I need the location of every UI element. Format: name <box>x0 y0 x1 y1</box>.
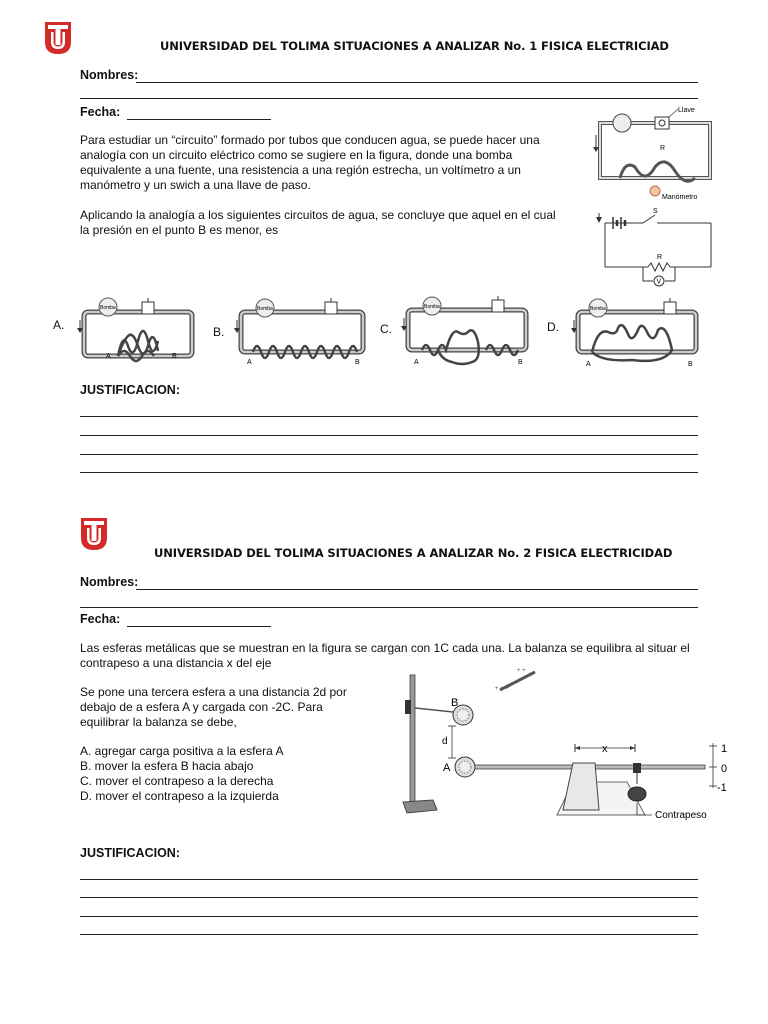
svg-text:+ + +: + + + <box>495 686 509 692</box>
nombres-line[interactable] <box>136 589 698 590</box>
svg-text:B: B <box>172 353 177 360</box>
justificacion-line[interactable] <box>80 879 698 880</box>
llave-label: Llave <box>678 107 695 114</box>
justificacion-label-2: JUSTIFICACION: <box>80 846 180 860</box>
sphere-b-label: B <box>451 697 459 709</box>
university-logo <box>45 22 71 54</box>
nombres-label: Nombres: <box>80 68 139 82</box>
justificacion-label-1: JUSTIFICACION: <box>80 383 180 397</box>
scale-zero: 0 <box>721 763 728 775</box>
section2-title: UNIVERSIDAD DEL TOLIMA SITUACIONES A ANALIZAR No. 2 FISICA ELECTRICIDAD <box>154 546 673 560</box>
v-label: V <box>656 278 662 286</box>
svg-text:Bomba: Bomba <box>424 304 440 310</box>
nombres-line-2[interactable] <box>80 98 698 99</box>
section1-paragraph1: Para estudiar un “circuito” formado por tubos que conducen agua, se puede hacer una analogía con un circuito eléctrico como se sugiere en la figura, donde una bomba equivalente a una fuente, una resistencia a una región estrecha, un voltímetro a un manómetro y un swich a una llave de paso. <box>80 133 540 192</box>
fecha-label-2: Fecha: <box>80 612 121 626</box>
justificacion-line[interactable] <box>80 472 698 473</box>
justificacion-line[interactable] <box>80 435 698 436</box>
fecha-line[interactable] <box>127 626 271 627</box>
svg-text:Bomba: Bomba <box>100 305 116 311</box>
fecha-line[interactable] <box>127 119 271 120</box>
option-c-circuit <box>402 294 532 374</box>
option-b-circuit <box>235 296 370 368</box>
answer-c: C. mover el contrapeso a la derecha <box>80 774 274 788</box>
manometro-label: Manómetro <box>662 194 698 201</box>
nombres-line-2[interactable] <box>80 607 698 608</box>
svg-text:Bomba: Bomba <box>590 306 606 312</box>
r-label: R <box>660 145 666 152</box>
svg-text:Bomba: Bomba <box>257 306 273 312</box>
svg-text:A: A <box>414 359 419 366</box>
answer-b: B. mover la esfera B hacia abajo <box>80 759 254 773</box>
option-d-circuit <box>572 296 702 376</box>
svg-text:+ +: + + <box>517 668 526 674</box>
section1-paragraph2: Aplicando la analogía a los siguientes circuitos de agua, se concluye que aquel en el cual la presión en el punto B es menor, es <box>80 208 556 237</box>
sphere-a-label: A <box>443 762 451 774</box>
section1-title: UNIVERSIDAD DEL TOLIMA SITUACIONES A ANALIZAR No. 1 FISICA ELECTRICIAD <box>160 39 669 53</box>
svg-text:B: B <box>688 361 693 368</box>
scale-minus-1: -1 <box>717 782 727 794</box>
distance-d-label: d <box>442 736 448 747</box>
option-a-circuit <box>78 296 198 368</box>
electric-circuit-figure <box>593 205 718 290</box>
fecha-label: Fecha: <box>80 105 121 119</box>
svg-text:B: B <box>518 359 523 366</box>
nombres-line[interactable] <box>136 82 698 83</box>
svg-text:B: B <box>355 359 360 366</box>
justificacion-line[interactable] <box>80 916 698 917</box>
university-logo-2 <box>81 518 107 550</box>
r2-label: R <box>657 254 663 261</box>
water-circuit-figure <box>590 105 720 200</box>
option-a-letter: A. <box>53 318 65 332</box>
option-d-letter: D. <box>547 320 559 334</box>
distance-x-label: x <box>602 743 608 755</box>
section2-paragraph1: Las esferas metálicas que se muestran en la figura se cargan con 1C cada una. La balanza se equilibra al situar el contrapeso a una distancia x del eje <box>80 641 690 670</box>
s-label: S <box>653 208 658 215</box>
section2-paragraph2: Se pone una tercera esfera a una distancia 2d por debajo de a esfera A y cargada con -2C. Para equilibrar la balanza se debe, <box>80 685 347 729</box>
justificacion-line[interactable] <box>80 416 698 417</box>
justificacion-line[interactable] <box>80 897 698 898</box>
svg-text:A: A <box>586 361 591 368</box>
option-b-letter: B. <box>213 325 225 339</box>
counterweight-label: Contrapeso <box>655 810 707 821</box>
justificacion-line[interactable] <box>80 934 698 935</box>
balance-figure <box>395 660 740 825</box>
answer-d: D. mover el contrapeso a la izquierda <box>80 789 279 803</box>
justificacion-line[interactable] <box>80 454 698 455</box>
option-c-letter: C. <box>380 322 392 336</box>
nombres-label-2: Nombres: <box>80 575 139 589</box>
answer-a: A. agregar carga positiva a la esfera A <box>80 744 284 758</box>
svg-text:A: A <box>247 359 252 366</box>
svg-text:A: A <box>106 353 111 360</box>
scale-plus-1: 1 <box>721 743 728 755</box>
